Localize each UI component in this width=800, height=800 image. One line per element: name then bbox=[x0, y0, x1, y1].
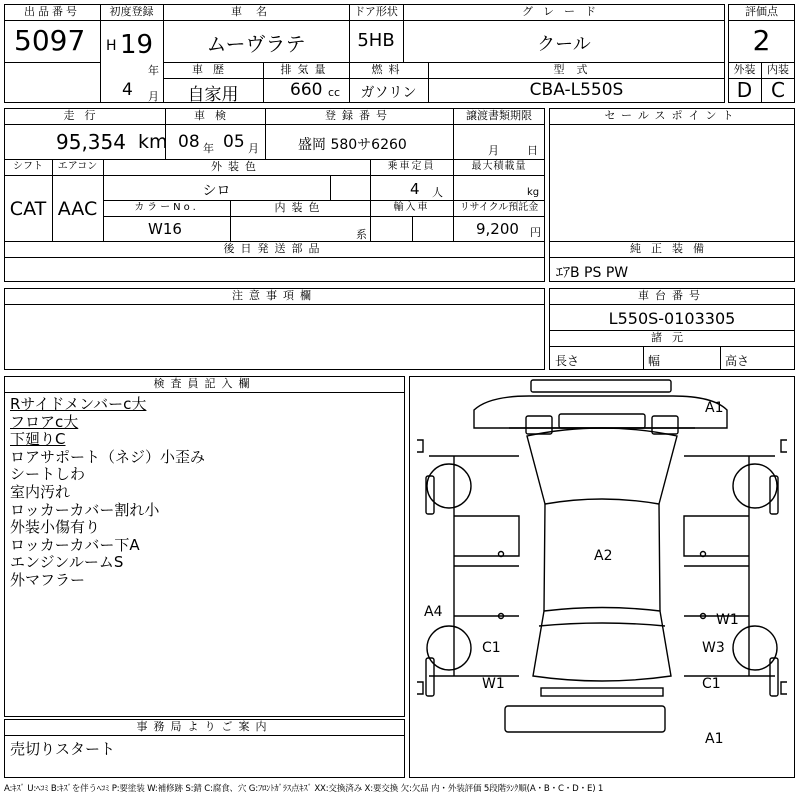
first-reg-label: 初度登録 bbox=[109, 5, 154, 18]
car-diagram bbox=[409, 376, 795, 778]
equipment-label: 純正装備 bbox=[630, 242, 714, 255]
door: 5HB bbox=[357, 30, 395, 51]
note-item: Rサイドメンバーc大 bbox=[10, 395, 147, 413]
load-unit: kg bbox=[527, 187, 540, 198]
length-label: 長さ bbox=[555, 354, 580, 368]
width-label: 幅 bbox=[648, 354, 661, 368]
reg-number: 盛岡 580サ6260 bbox=[298, 137, 407, 153]
color-label: 外装色 bbox=[211, 160, 262, 173]
grade-label: グレード bbox=[522, 5, 606, 18]
exterior-label: 外装 bbox=[733, 63, 756, 76]
sales-points-label: セールスポイント bbox=[604, 109, 740, 122]
displacement-label: 排気量 bbox=[280, 63, 332, 76]
office-text: 売切りスタート bbox=[10, 740, 116, 758]
year: 19 bbox=[120, 30, 154, 60]
inspection-label: 車検 bbox=[194, 109, 236, 122]
mileage: 95,354 bbox=[56, 130, 126, 154]
dims-label: 諸元 bbox=[651, 331, 693, 344]
damage-code: W1 bbox=[482, 676, 505, 692]
fuel-label: 燃料 bbox=[371, 63, 406, 76]
note-item: ロッカーカバー割れ小 bbox=[10, 500, 160, 519]
car-name: ムーヴラテ bbox=[206, 32, 306, 56]
ac: AAC bbox=[57, 198, 98, 220]
model-label: 型式 bbox=[553, 63, 600, 76]
note-item: 下廻りC bbox=[10, 430, 66, 449]
history-label: 車歴 bbox=[192, 63, 234, 76]
shift: CAT bbox=[9, 198, 47, 220]
caution-label: 注意事項欄 bbox=[232, 289, 317, 302]
note-item: 外マフラー bbox=[10, 571, 86, 589]
note-item: シートしわ bbox=[10, 465, 86, 484]
import-label: 輸入車 bbox=[393, 202, 430, 213]
equipment: ｴｱB PS PW bbox=[556, 265, 629, 281]
car-name-label: 車名 bbox=[231, 5, 281, 18]
note-item: エンジンルームS bbox=[10, 553, 124, 572]
recycle-unit: 円 bbox=[530, 226, 541, 239]
ac-label: エアコン bbox=[57, 161, 98, 172]
color-no: W16 bbox=[148, 220, 182, 238]
transfer-day-unit: 日 bbox=[527, 144, 538, 157]
lot-label: 出品番号 bbox=[24, 5, 80, 18]
later-parts-label: 後日発送部品 bbox=[223, 242, 326, 255]
displacement-unit: cc bbox=[328, 86, 341, 99]
year-unit: 年 bbox=[148, 64, 159, 77]
note-item: ロアサポート（ネジ）小歪み bbox=[10, 447, 206, 466]
capacity: 4 bbox=[410, 180, 420, 198]
color: シロ bbox=[202, 183, 231, 199]
color-no-label: カラーNo. bbox=[134, 202, 199, 213]
note-item: ロッカーカバー下A bbox=[10, 535, 140, 554]
transfer-month-unit: 月 bbox=[488, 144, 499, 157]
history: 自家用 bbox=[187, 85, 239, 105]
shift-label: シフト bbox=[13, 161, 43, 172]
capacity-label: 乗車定員 bbox=[387, 161, 436, 172]
recycle-amount: 9,200 bbox=[476, 220, 519, 238]
transfer-label: 譲渡書類期限 bbox=[466, 109, 532, 122]
grade: クール bbox=[537, 34, 591, 55]
damage-code: A1 bbox=[705, 731, 724, 747]
damage-code: A2 bbox=[594, 548, 613, 564]
note-item: フロアc大 bbox=[10, 412, 79, 431]
model: CBA-L550S bbox=[529, 80, 624, 100]
score: 2 bbox=[752, 24, 771, 57]
damage-code: A4 bbox=[424, 604, 443, 620]
interior-color-label: 内装色 bbox=[274, 201, 326, 214]
chassis-label: 車台番号 bbox=[638, 289, 706, 302]
office-label: 事務局よりご案内 bbox=[136, 720, 273, 733]
exterior-score: D bbox=[736, 78, 753, 102]
note-item: 室内汚れ bbox=[10, 483, 71, 501]
lot-number: 5097 bbox=[14, 24, 86, 57]
damage-code: W3 bbox=[702, 640, 725, 656]
interior-score: C bbox=[771, 78, 785, 102]
door-label: ドア形状 bbox=[354, 5, 398, 18]
era: H bbox=[106, 38, 117, 54]
score-label: 評価点 bbox=[745, 5, 778, 18]
damage-code: C1 bbox=[702, 676, 721, 692]
mileage-unit: km bbox=[138, 131, 168, 153]
inspection-year-unit: 年 bbox=[203, 142, 214, 155]
note-item: 外装小傷有り bbox=[10, 518, 101, 537]
damage-code: C1 bbox=[482, 640, 501, 656]
inspection-month: 05 bbox=[223, 132, 245, 152]
inspection-year: 08 bbox=[178, 132, 200, 152]
month-unit: 月 bbox=[148, 90, 159, 103]
interior-color-unit: 系 bbox=[356, 228, 367, 241]
height-label: 高さ bbox=[725, 354, 750, 368]
month: 4 bbox=[122, 80, 133, 100]
inspector-label: 検査員記入欄 bbox=[153, 377, 256, 390]
legend: A:ｷｽﾞ U:ﾍｺﾐ B:ｷｽﾞを伴うﾍｺﾐ P:要塗装 W:補修跡 S:錆 C:腐食、穴 G:ﾌﾛﾝﾄｶﾞﾗｽ点ｷｽﾞ XX:交換済み X:要交換 欠:欠品 内・外装評価 5段階ﾗﾝｸ順(A・B・C・D・E) 1 bbox=[4, 784, 604, 794]
capacity-unit: 人 bbox=[432, 186, 443, 199]
chassis-number: L550S-0103305 bbox=[608, 309, 736, 328]
displacement: 660 bbox=[290, 80, 323, 100]
damage-code: A1 bbox=[705, 400, 724, 416]
reg-label: 登録番号 bbox=[325, 109, 393, 122]
sales-points-block bbox=[549, 108, 795, 242]
interior-label: 内装 bbox=[767, 63, 789, 76]
damage-code: W1 bbox=[716, 612, 739, 628]
recycle-label: リサイクル預託金 bbox=[459, 202, 539, 213]
inspection-month-unit: 月 bbox=[248, 142, 259, 155]
fuel: ガソリン bbox=[360, 85, 417, 101]
load-label: 最大積載量 bbox=[471, 161, 527, 172]
mileage-label: 走行 bbox=[63, 109, 106, 122]
